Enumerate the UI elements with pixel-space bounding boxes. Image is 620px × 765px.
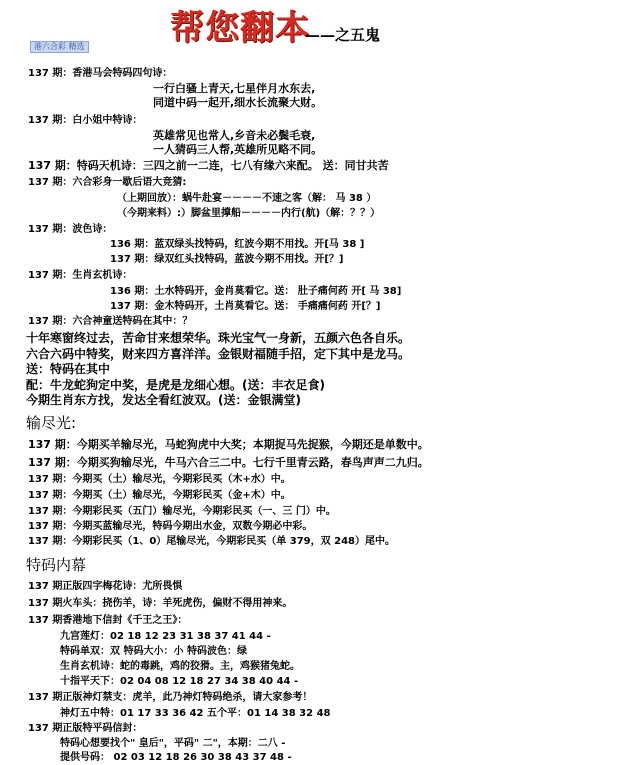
text-line: 十年寒窗终过去，苦命甘来想荣华。珠光宝气一身新，五颜六色各自乐。 <box>26 331 411 345</box>
text-line: 136 期：蓝双绿头找特码，红波今期不用找。开[马 38 ] <box>110 239 365 250</box>
text-line: 137 期：今期买蓝输尽光，特码今期出水金，双数今期必中彩。 <box>28 521 313 532</box>
text-line: 137 期火车头：挠伤羊，诗：羊死虎伤，偏财不得用神来。 <box>28 598 293 609</box>
text-line: 136 期：土水特码开，金肖莫看它。送： 肚子痛何药 开[ 马 38] <box>110 286 402 297</box>
header-tag: 港六合彩 精选 <box>30 41 89 53</box>
text-line: 137 期：今期买（土）输尽光，今期彩民买（木+水）中。 <box>28 474 291 485</box>
text-line: 137 期：今期彩民买（1、0）尾输尽光，今期彩民买（单 379，双 248）尾中。 <box>28 536 395 547</box>
text-line: （上期回放）：蜗牛赴宴－－－－不速之客（解： 马 38 ） <box>117 193 377 204</box>
text-line: 六合六码中特奖，财来四方喜洋洋。金银财福随手招，定下其中是龙马。 <box>26 347 411 361</box>
text-line: 137 期：特码天机诗：三四之前一二连，七八有缘六来配。 送：同甘共苦 <box>28 159 389 172</box>
text-line: 137 期正版神灯禁支：虎羊，此乃神灯特码绝杀，请大家参考！ <box>28 692 313 703</box>
text-line: 配：牛龙蛇狗定中奖，是虎是龙细心想。(送：丰衣足食) <box>26 378 325 392</box>
text-line: 提供号码： 02 03 12 18 26 30 38 43 37 48 - <box>60 752 292 763</box>
text-line: 137 期：今期买羊输尽光，马蛇狗虎中大奖；本期捉马先捉猴，今期还是单数中。 <box>28 438 429 451</box>
text-line: 137 期：今期买（土）输尽光，今期彩民买（金+木）中。 <box>28 490 291 501</box>
text-line: 今期生肖东方找，发达全看红波双。(送：金银满堂) <box>26 393 301 407</box>
text-line: 137 期：生肖玄机诗： <box>28 270 133 281</box>
text-line: 137 期：白小姐中特诗： <box>28 115 143 126</box>
text-line: 十指平天下：02 04 08 12 18 27 34 38 40 44 - <box>60 676 299 687</box>
text-line: 神灯五中特：01 17 33 36 42 五个平：01 14 38 32 48 <box>60 708 331 719</box>
text-line: 137 期：绿双红头找特码，蓝波今期不用找。开[？] <box>110 254 344 265</box>
text-line: 137 期正版四字梅花诗：尤所畏惧 <box>28 581 183 592</box>
text-line: 特码单双：双 特码大小：小 特码波色：绿 <box>60 646 247 657</box>
text-line: 137 期：今期彩民买（五门）输尽光，今期彩民买（一、三 门）中。 <box>28 506 336 517</box>
section-heading: 特码内幕 <box>26 556 87 574</box>
text-line: （今期来料）:）脚盆里撑船－－－－内行(航)（解：？？） <box>117 208 381 219</box>
text-line: 137 期：波色诗： <box>28 224 113 235</box>
page-title: 帮您翻本 <box>170 8 310 48</box>
text-line: 生肖玄机诗：蛇的毒跳，鸡的狡猾。主，鸡猴猪兔蛇。 <box>60 661 300 672</box>
page-subtitle: ——之五鬼 <box>305 26 381 44</box>
text-line: 英雄常见也常人,乡音未必鬓毛衰, <box>153 129 316 142</box>
text-line: 137 期：金木特码开，土肖莫看它。送： 手痛痛何药 开[？] <box>110 301 381 312</box>
text-line: 九宫莲灯：02 18 12 23 31 38 37 41 44 - <box>60 631 271 642</box>
text-line: 一行白骚上青天,七星伴月水东去, <box>153 82 316 95</box>
text-line: 送：特码在其中 <box>26 362 111 376</box>
text-line: 137 期：六合神童送特码在其中：？ <box>28 316 193 327</box>
text-line: 137 期：六合彩身一歇后语大竞猜: <box>28 177 187 188</box>
text-line: 137 期：香港马会特码四句诗： <box>28 68 173 79</box>
section-heading: 输尽光: <box>26 414 77 432</box>
text-line: 137 期：今期买狗输尽光，牛马六合三二中。七行千里青云路，春鸟声声二九归。 <box>28 456 429 469</box>
text-line: 同道中码一起开,细水长流聚大财。 <box>153 96 323 109</box>
text-line: 137 期正版特平码信封： <box>28 723 143 734</box>
text-line: 137 期香港地下信封《千王之王》： <box>28 615 188 626</box>
text-line: 一人猜码三人帮,英雄所见略不同。 <box>153 143 323 156</box>
text-line: 特码心想要找个" 皇后"，平码" 二"，本期：二八 - <box>60 738 286 749</box>
